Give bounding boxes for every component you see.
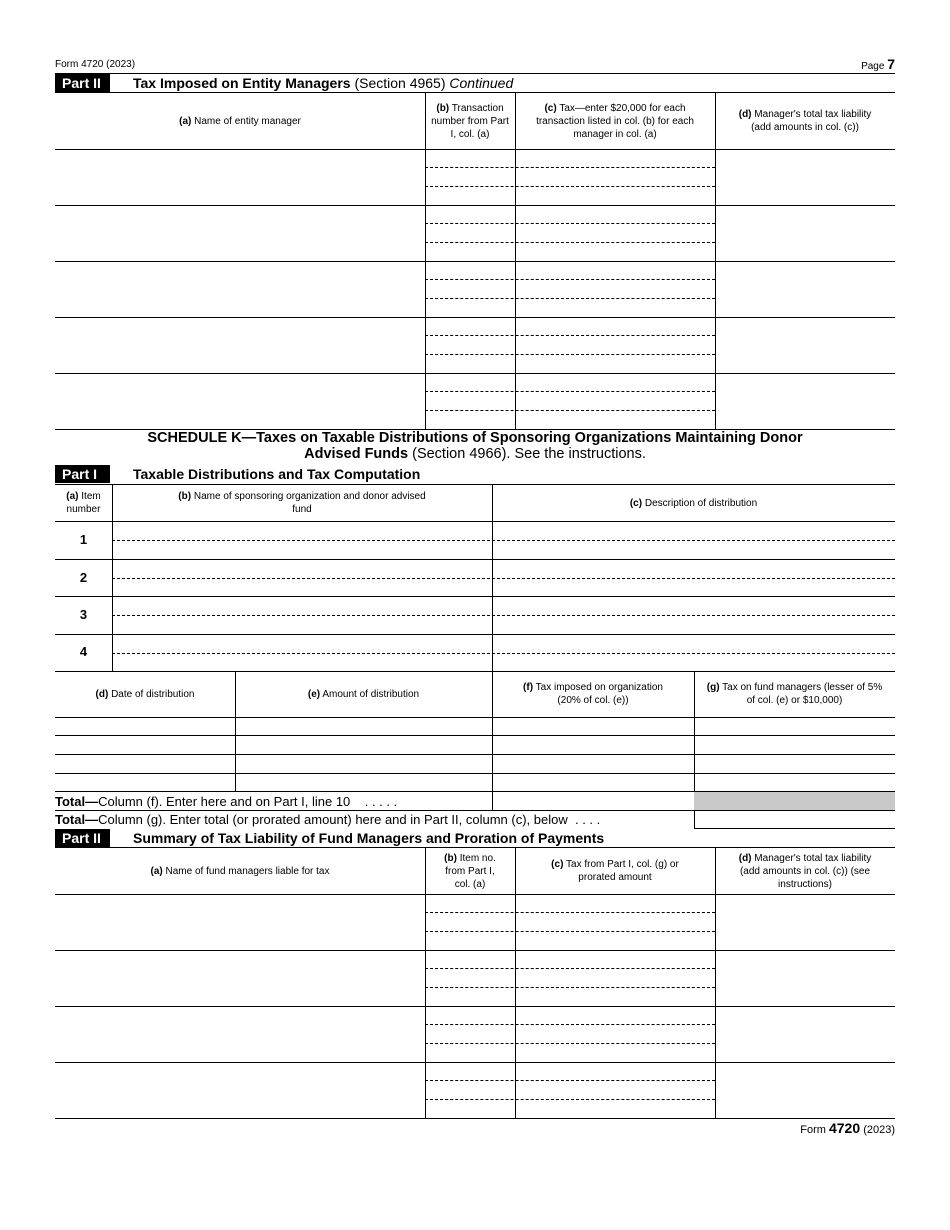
part1-header-rule bbox=[55, 521, 895, 522]
part2b-col-b-header: (b) Item no. from Part I, col. (a) bbox=[444, 852, 496, 890]
part1-lower-row-rule bbox=[55, 810, 895, 811]
part1-entry-line bbox=[112, 578, 895, 579]
part2b-row-rule bbox=[55, 1006, 895, 1007]
part1-entry-line bbox=[112, 540, 895, 541]
column-rule bbox=[425, 848, 426, 1118]
part1-col-f-header: (f) Tax imposed on organization (20% of col. (e)) bbox=[523, 682, 663, 706]
part2a-col-a-header: (a) Name of entity manager bbox=[179, 115, 301, 127]
part2a-col-c-header: (c) Tax—enter $20,000 for each transaction listed in col. (b) for each manager in col. (a) bbox=[536, 102, 694, 140]
part2b-entry-line bbox=[425, 912, 715, 913]
total-f-shaded-cell bbox=[694, 792, 895, 810]
part2b-header-rule bbox=[55, 894, 895, 895]
part1-row-rule bbox=[55, 559, 895, 560]
part2b-entry-line bbox=[425, 1080, 715, 1081]
part2a-entry-line bbox=[425, 279, 715, 280]
part2a-row-rule bbox=[55, 205, 895, 206]
part1-col-a-header: (a) Item number bbox=[66, 491, 101, 515]
part2a-title: Tax Imposed on Entity Managers (Section 4965) Continued bbox=[133, 75, 514, 91]
part2a-entry-line bbox=[425, 223, 715, 224]
part1-col-e-header: (e) Amount of distribution bbox=[307, 688, 420, 700]
part1-entry-line bbox=[112, 615, 895, 616]
part2a-entry-line bbox=[425, 298, 715, 299]
part2b-col-c-header: (c) Tax from Part I, col. (g) or prorated amount bbox=[551, 859, 679, 883]
part2a-entry-line bbox=[425, 391, 715, 392]
page-footer: Form 4720 (2023) bbox=[800, 1120, 895, 1136]
part1-row-3-number: 3 bbox=[79, 607, 88, 622]
part1-label: Part I bbox=[55, 465, 110, 483]
total-g-line: Total—Column (g). Enter total (or prorated amount) here and in Part II, column (c), below . . . . bbox=[55, 812, 601, 827]
part2a-entry-line bbox=[425, 354, 715, 355]
part2b-entry-line bbox=[425, 1099, 715, 1100]
part2b-row-rule bbox=[55, 1062, 895, 1063]
part1-col-c-header: (c) Description of distribution bbox=[629, 497, 758, 509]
part1-bar bbox=[55, 465, 895, 483]
part1-row-2-number: 2 bbox=[79, 570, 88, 585]
part1-row-1-number: 1 bbox=[79, 532, 88, 547]
part2b-entry-line bbox=[425, 968, 715, 969]
part1-lower-row-rule bbox=[55, 735, 895, 736]
part2b-title: Summary of Tax Liability of Fund Managers and Proration of Payments bbox=[133, 830, 605, 846]
page-indicator: Page 7 bbox=[861, 56, 895, 72]
part1-title: Taxable Distributions and Tax Computation bbox=[133, 466, 421, 482]
part2b-entry-line bbox=[425, 1024, 715, 1025]
part2a-row-rule bbox=[55, 373, 895, 374]
schedule-k-title: SCHEDULE K—Taxes on Taxable Distributions of Sponsoring Organizations Maintaining Donor Advised Funds (Section 4966). See the instructions. bbox=[147, 430, 803, 462]
form-label: Form 4720 (2023) bbox=[55, 59, 136, 70]
part2b-row-rule bbox=[55, 950, 895, 951]
part2b-col-d-header: (d) Manager's total tax liability (add amounts in col. (c)) (see instructions) bbox=[738, 852, 872, 890]
part2b-bar bbox=[55, 829, 895, 847]
part2a-entry-line bbox=[425, 186, 715, 187]
part2a-row-rule bbox=[55, 317, 895, 318]
column-rule bbox=[515, 848, 516, 1118]
part2a-bar bbox=[55, 74, 895, 92]
part1-lower-header-rule bbox=[55, 717, 895, 718]
part1-col-b-header: (b) Name of sponsoring organization and donor advised fund bbox=[178, 491, 426, 515]
page-header bbox=[55, 56, 895, 74]
part2a-entry-line bbox=[425, 410, 715, 411]
part1-lower-row-rule bbox=[55, 754, 895, 755]
part2b-entry-line bbox=[425, 931, 715, 932]
part1-lower-row-rule bbox=[55, 773, 895, 774]
part1-row-rule bbox=[55, 596, 895, 597]
part1-col-d-header: (d) Date of distribution bbox=[95, 688, 195, 700]
part2a-entry-line bbox=[425, 167, 715, 168]
part2a-entry-line bbox=[425, 242, 715, 243]
total-f-line: Total—Column (f). Enter here and on Part I, line 10 . . . . . bbox=[55, 794, 398, 809]
form-page bbox=[55, 0, 895, 1230]
part2a-header-rule bbox=[55, 149, 895, 150]
part2a-row-rule bbox=[55, 261, 895, 262]
part2a-label: Part II bbox=[55, 74, 110, 92]
part1-row-4-number: 4 bbox=[79, 644, 88, 659]
part2b-entry-line bbox=[425, 987, 715, 988]
page-number: 7 bbox=[887, 56, 895, 72]
column-rule bbox=[715, 848, 716, 1118]
part1-row-rule bbox=[55, 634, 895, 635]
part2b-col-a-header: (a) Name of fund managers liable for tax bbox=[150, 865, 330, 877]
part2a-col-d-header: (d) Manager's total tax liability (add amounts in col. (c)) bbox=[738, 109, 872, 133]
part2a-entry-line bbox=[425, 335, 715, 336]
part1-col-g-header: (g) Tax on fund managers (lesser of 5% of col. (e) or $10,000) bbox=[706, 682, 883, 706]
footer-form-number: 4720 bbox=[828, 1120, 861, 1136]
part1-entry-line bbox=[112, 653, 895, 654]
part2b-entry-line bbox=[425, 1043, 715, 1044]
part2a-col-b-header: (b) Transaction number from Part I, col. (a) bbox=[431, 102, 509, 140]
part2b-row-rule bbox=[55, 1118, 895, 1119]
part2b-label: Part II bbox=[55, 829, 110, 847]
